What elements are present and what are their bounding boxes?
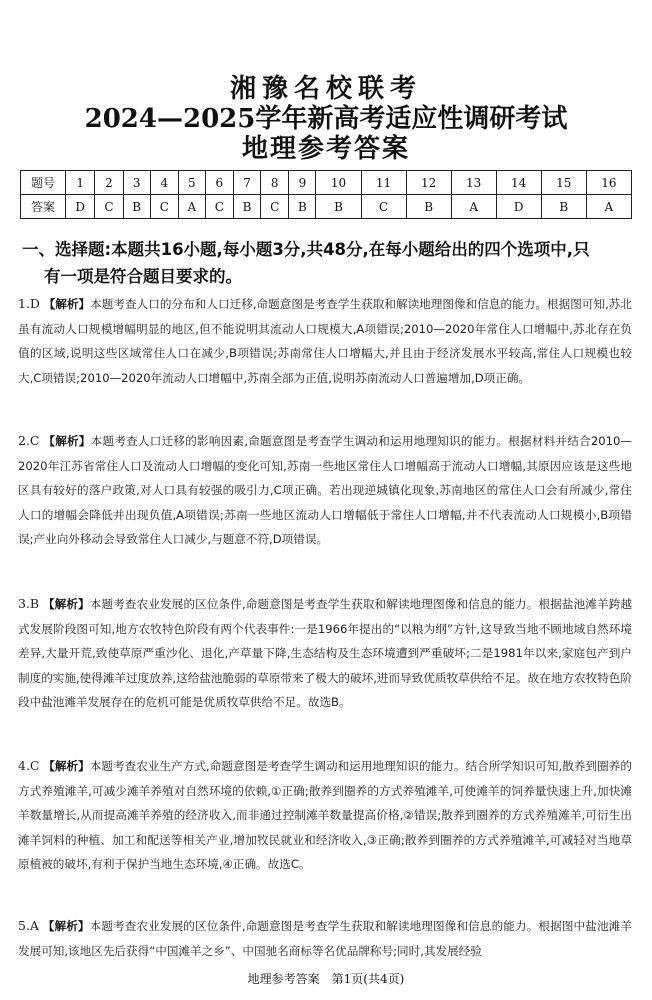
question-5-explanation [18, 914, 632, 963]
answer-table-answer-row [21, 195, 632, 219]
table-cell: C [261, 195, 289, 219]
analysis-tag: 【解析】 [43, 434, 91, 448]
table-cell: D [66, 195, 95, 219]
question-number: 3.B [18, 596, 40, 611]
table-cell: 8 [261, 171, 289, 195]
table-row-label: 题号 [21, 171, 66, 195]
table-cell: B [406, 195, 451, 219]
table-row-label: 答案 [21, 195, 66, 219]
analysis-tag: 【解析】 [43, 297, 91, 311]
table-cell: 7 [233, 171, 260, 195]
section-heading-line1: 一、选择题:本题共16小题,每小题3分,共48分,在每小题给出的四个选项中,只 [22, 240, 590, 259]
table-cell: B [289, 195, 316, 219]
explanation-text: 本题考查农业发展的区位条件,命题意图是考查学生获取和解读地理图像和信息的能力。根据图中盐池滩羊发展可知,该地区先后获得“中国滩羊之乡”、中国驰名商标等名优品牌称号;同时,其发展经验 [18, 919, 632, 958]
table-cell: C [361, 195, 406, 219]
table-cell: 3 [123, 171, 150, 195]
table-cell: B [123, 195, 150, 219]
table-cell: 1 [66, 171, 95, 195]
table-cell: 16 [586, 171, 631, 195]
analysis-tag: 【解析】 [42, 919, 90, 933]
exam-name-title: 2024—2025学年新高考适应性调研考试 [84, 104, 568, 134]
table-cell: 12 [406, 171, 451, 195]
answer-key-title: 地理参考答案 [241, 134, 410, 164]
table-cell: 5 [178, 171, 205, 195]
section-heading-line2: 有一项是符合题目要求的。 [44, 267, 242, 286]
explanation-text: 本题考查农业生产方式,命题意图是考查学生调动和运用地理知识的能力。结合所学知识可知,散养到圈养的方式养殖滩羊,可减少滩羊养殖对自然环境的依赖,①正确;散养到圈养的方式养殖滩羊,可使滩羊的饲养量快速上升,加快滩羊数量增长,从而提高滩羊养殖的经济收入,而非通过控制滩羊数量提高价格,②错误;散养到圈养的方式养殖滩羊,可衍生出滩羊饲料的种植、加工和配送等相关产业,增加牧民就业和经济收入,③正确;散养到圈养的方式养殖滩羊,可减轻对当地草原植被的破坏,有利于保护当地生态环境,④正确。故选C。 [18, 759, 632, 872]
question-1-explanation [18, 292, 632, 390]
analysis-tag: 【解析】 [43, 759, 90, 773]
question-2-explanation [18, 429, 632, 552]
exam-org-title: 湘豫名校联考 [229, 74, 422, 104]
answer-table-number-row [21, 171, 632, 195]
table-cell: C [150, 195, 178, 219]
table-cell: C [205, 195, 233, 219]
question-number: 2.C [18, 433, 40, 448]
table-cell: B [233, 195, 260, 219]
table-cell: 15 [541, 171, 586, 195]
table-cell: D [496, 195, 541, 219]
question-number: 5.A [18, 918, 39, 933]
table-cell: B [316, 195, 361, 219]
table-cell: 6 [205, 171, 233, 195]
page-footer: 地理参考答案 第1页(共4页) [247, 972, 405, 986]
question-number: 4.C [18, 758, 40, 773]
question-number: 1.D [18, 296, 40, 311]
table-cell: 9 [289, 171, 316, 195]
answer-table [20, 170, 632, 219]
table-cell: A [178, 195, 205, 219]
table-cell: 2 [95, 171, 123, 195]
question-3-explanation [18, 592, 632, 715]
table-cell: A [586, 195, 631, 219]
explanation-text: 本题考查人口的分布和人口迁移,命题意图是考查学生获取和解读地理图像和信息的能力。根据图可知,苏北虽有流动人口规模增幅明显的地区,但不能说明其流动人口规模大,A项错误;2010—2020年常住人口增幅中,苏北存在负值的区域,说明这些区域常住人口在减少,B项错误;苏南常住人口增幅大,并且由于经济发展水平较高,常住人口规模也较大,C项错误;2010—2020年流动人口增幅中,苏南全部为正值,说明苏南流动人口普遍增加,D项正确。 [18, 297, 633, 385]
table-cell: B [541, 195, 586, 219]
question-4-explanation [18, 754, 632, 877]
table-cell: 14 [496, 171, 541, 195]
explanation-text: 本题考查人口迁移的影响因素,命题意图是考查学生调动和运用地理知识的能力。根据材料并结合2010—2020年江苏省常住人口及流动人口增幅的变化可知,苏南一些地区常住人口增幅高于流动人口增幅,其原因应该是这些地区具有较好的落户政策,对人口具有较强的吸引力,C项正确。若出现逆城镇化现象,苏南地区的常住人口会有所减少,常住人口的增幅会降低并出现负值,A项错误;苏南一些地区流动人口增幅低于常住人口增幅,并不代表流动人口规模小,B项错误;产业向外移动会导致常住人口减少,与题意不符,D项错误。 [18, 434, 633, 547]
table-cell: 11 [361, 171, 406, 195]
table-cell: 4 [150, 171, 178, 195]
table-cell: C [95, 195, 123, 219]
analysis-tag: 【解析】 [42, 597, 90, 611]
explanation-text: 本题考查农业发展的区位条件,命题意图是考查学生获取和解读地理图像和信息的能力。根据盐池滩羊跨越式发展阶段图可知,地方农牧特色阶段有两个代表事件:一是1966年提出的“以粮为纲”方针,这导致当地不顾地域自然环境差异,大量开荒,致使草原严重沙化、退化,产草量下降,生态结构及生态环境遭到严重破坏;二是1981年以来,家庭包产到户制度的实施,使得滩羊过度放养,这给盐池脆弱的草原带来了极大的破坏,进而导致优质牧草供给不足。故在地方农牧特色阶段中盐池滩羊发展存在的危机可能是优质牧草供给不足。故选B。 [18, 597, 632, 710]
section-heading [22, 236, 637, 290]
table-cell: 10 [316, 171, 361, 195]
table-cell: A [451, 195, 496, 219]
table-cell: 13 [451, 171, 496, 195]
